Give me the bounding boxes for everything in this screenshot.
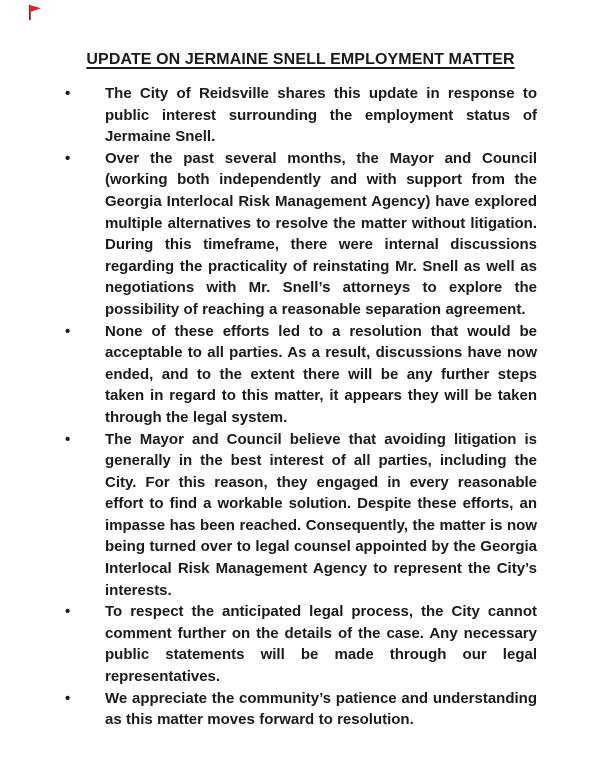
bullet-icon: • <box>65 85 71 102</box>
page-title: UPDATE ON JERMAINE SNELL EMPLOYMENT MATTER <box>86 51 515 68</box>
list-item <box>63 148 601 321</box>
bullet-icon: • <box>65 603 71 621</box>
list-item <box>63 83 601 148</box>
bullet-icon: • <box>65 149 71 167</box>
list-item <box>63 321 601 429</box>
bullet-text: The City of Reidsville shares this update in response to public interest surrounding the employment status of Jermaine Snell. <box>105 85 537 146</box>
bullet-text: We appreciate the community’s patience and understanding as this matter moves forward to resolution. <box>105 689 537 729</box>
bullet-text: To respect the anticipated legal process, the City cannot comment further on the details of the case. Any necessary public statements will be made through our legal representatives. <box>105 603 537 686</box>
bullet-text: The Mayor and Council believe that avoiding litigation is generally in the best interest of all parties, including the City. For this reason, they engaged in every reasonable effort to find a workable solution. Despite these efforts, an impasse has been reached. Consequently, the matter is now being turned over to legal counsel appointed by the Georgia Interlocal Risk Management Agency to represent the City’s interests. <box>105 430 537 599</box>
bullet-icon: • <box>65 322 71 340</box>
bullet-text: None of these efforts led to a resolution that would be acceptable to all parties. As a result, discussions have now ended, and to the extent there will be any further steps taken in regard to this matter, it appears they will be taken through the legal system. <box>105 322 537 426</box>
list-item <box>63 601 601 687</box>
list-item <box>63 429 601 602</box>
bullet-text: Over the past several months, the Mayor and Council (working both independently and with support from the Georgia Interlocal Risk Management Agency) have explored multiple alternatives to resolve the matter without litigation. During this timeframe, there were internal discussions regarding the practicality of reinstating Mr. Snell as well as negotiations with Mr. Snell’s attorneys to explore the possibility of reaching a reasonable separation agreement. <box>105 149 537 318</box>
list-item <box>63 688 601 731</box>
bullet-icon: • <box>65 430 71 448</box>
bullet-icon: • <box>65 689 71 707</box>
red-flag-icon <box>26 4 43 21</box>
bullet-list <box>0 83 601 731</box>
